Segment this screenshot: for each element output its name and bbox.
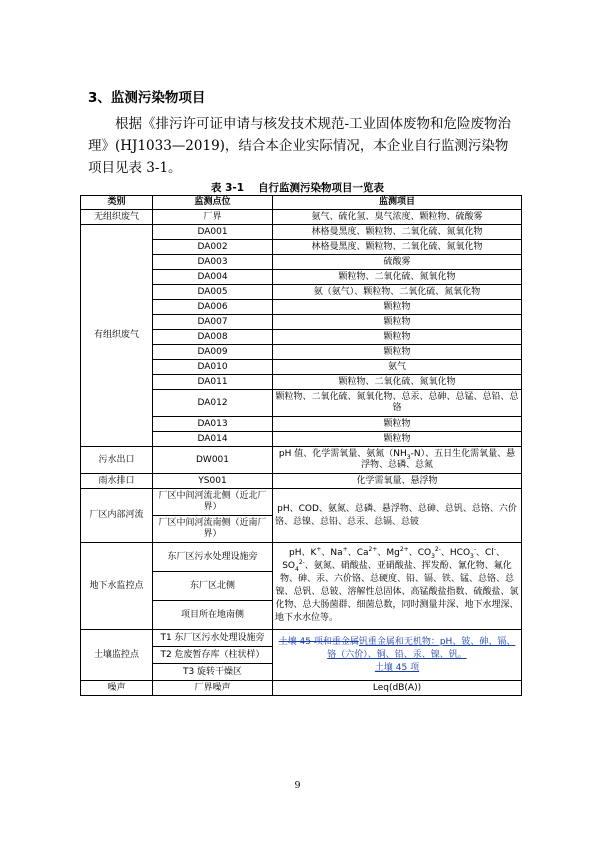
point-cell: DA010 — [153, 360, 273, 375]
items-cell: 颗粒物 — [273, 432, 522, 447]
items-cell: 颗粒物 — [273, 315, 522, 330]
point-cell: T2 危废暂存库（柱状样） — [153, 647, 273, 664]
items-cell: pH 值、化学需氧量、氨氮$(NH_3-N)$、五日生化需氧量、悬浮物、总磷、总氮 — [273, 447, 522, 474]
items-cell: 氨气、硫化氢、臭气浓度、颗粒物、硫酸雾 — [273, 210, 522, 225]
header-category: 类别 — [81, 196, 153, 210]
items-cell: pH、K+、Na+、$Ca^{2+}$、$Mg^{2+}$、$CO_3^{2-}$、$HCO_3^-$、Cl-、$SO_4^{2-}$、氨氮、硝酸盐、亚硝酸盐、挥发酚、氰化物、氟化物、砷、汞、六价铬、总硬度、铅、镉、铁、锰、总铬、总镍、总钒、总铍、溶解性总固体、高锰酸盐指数、硫酸盐、氯化物、总大肠菌群、细菌总数，同时测量井深、地下水埋深、地下水水位等。 — [273, 543, 522, 630]
page-number: 9 — [294, 780, 301, 791]
category-cell: 无组织废气 — [81, 210, 153, 225]
items-cell: 颗粒物 — [273, 330, 522, 345]
items-cell: 颗粒物 — [273, 417, 522, 432]
monitoring-items-table — [80, 195, 522, 696]
point-cell: DA006 — [153, 300, 273, 315]
point-cell: T3 旋转干燥区 — [153, 664, 273, 681]
point-cell: DA007 — [153, 315, 273, 330]
items-cell — [273, 630, 522, 681]
inserted-text: 钒重金属和无机物：pH、铍、砷、镉、铬（六价）、铜、铅、汞、镍、钒。 — [327, 636, 516, 660]
table-row — [81, 474, 522, 489]
inserted-text: 土壤 45 项 — [374, 662, 420, 673]
point-cell: 厂区中间河流南侧（近南厂界） — [153, 516, 273, 543]
items-cell: pH、COD、氨氮、总磷、悬浮物、总砷、总钒、总铬、六价铬、总镍、总铅、总汞、总镉、总铍 — [273, 489, 522, 543]
category-cell: 有组织废气 — [81, 225, 153, 447]
point-cell: DA013 — [153, 417, 273, 432]
items-cell: 颗粒物 — [273, 300, 522, 315]
point-cell: DA004 — [153, 270, 273, 285]
point-cell: YS001 — [153, 474, 273, 489]
point-cell: 东厂区污水处理设施旁 — [153, 543, 273, 572]
table-caption — [0, 180, 595, 195]
point-cell: DA009 — [153, 345, 273, 360]
table-row — [81, 681, 522, 696]
items-cell: 硫酸雾 — [273, 255, 522, 270]
table-row — [81, 543, 522, 572]
items-cell: 颗粒物、二氧化硫、氮氧化物 — [273, 375, 522, 390]
point-cell: DA008 — [153, 330, 273, 345]
items-cell: 化学需氧量、悬浮物 — [273, 474, 522, 489]
point-cell: 东厂区北侧 — [153, 572, 273, 601]
point-cell: DW001 — [153, 447, 273, 474]
category-cell: 地下水监控点 — [81, 543, 153, 630]
table-row — [81, 630, 522, 647]
point-cell: DA002 — [153, 240, 273, 255]
items-cell: 林格曼黑度、颗粒物、二氧化硫、氮氧化物 — [273, 225, 522, 240]
category-cell: 土壤监控点 — [81, 630, 153, 681]
intro-paragraph: 根据《排污许可证申请与核发技术规范-工业固体废物和危险废物治理》(HJ1033—2019)，结合本企业实际情况，本企业自行监测污染物项目见表 3-1。 — [88, 116, 512, 176]
items-cell: 颗粒物 — [273, 345, 522, 360]
items-cell: Leq(dB(A)) — [273, 681, 522, 696]
point-cell: DA001 — [153, 225, 273, 240]
table-row — [81, 210, 522, 225]
items-cell: 氨气 — [273, 360, 522, 375]
header-items: 监测项目 — [273, 196, 522, 210]
items-cell: 颗粒物、二氧化硫、氮氧化物、总汞、总砷、总锰、总铅、总铬 — [273, 390, 522, 417]
category-cell: 污水出口 — [81, 447, 153, 474]
point-cell: DA005 — [153, 285, 273, 300]
point-cell: DA003 — [153, 255, 273, 270]
category-cell: 噪声 — [81, 681, 153, 696]
table-row — [81, 489, 522, 516]
table-title: 自行监测污染物项目一览表 — [258, 182, 385, 194]
point-cell: 项目所在地南侧 — [153, 601, 273, 630]
header-point: 监测点位 — [153, 196, 273, 210]
point-cell: 厂界 — [153, 210, 273, 225]
struck-text: 土壤 45 项和重金属 — [278, 636, 359, 647]
point-cell: 厂区中间河流北侧（近北厂界） — [153, 489, 273, 516]
table-row — [81, 447, 522, 474]
point-cell: DA011 — [153, 375, 273, 390]
point-cell: 厂界噪声 — [153, 681, 273, 696]
section-heading: 3、监测污染物项目 — [88, 90, 206, 106]
table-header-row — [81, 196, 522, 210]
table-row — [81, 225, 522, 240]
point-cell: DA012 — [153, 390, 273, 417]
category-cell: 雨水排口 — [81, 474, 153, 489]
items-cell: 氨（氨气）、颗粒物、二氧化硫、氮氧化物 — [273, 285, 522, 300]
table-number: 表 3-1 — [210, 182, 245, 194]
point-cell: DA014 — [153, 432, 273, 447]
category-cell: 厂区内部河流 — [81, 489, 153, 543]
items-cell: 林格曼黑度、颗粒物、二氧化硫、氮氧化物 — [273, 240, 522, 255]
point-cell: T1 东厂区污水处理设施旁 — [153, 630, 273, 647]
items-cell: 颗粒物、二氧化硫、氮氧化物 — [273, 270, 522, 285]
